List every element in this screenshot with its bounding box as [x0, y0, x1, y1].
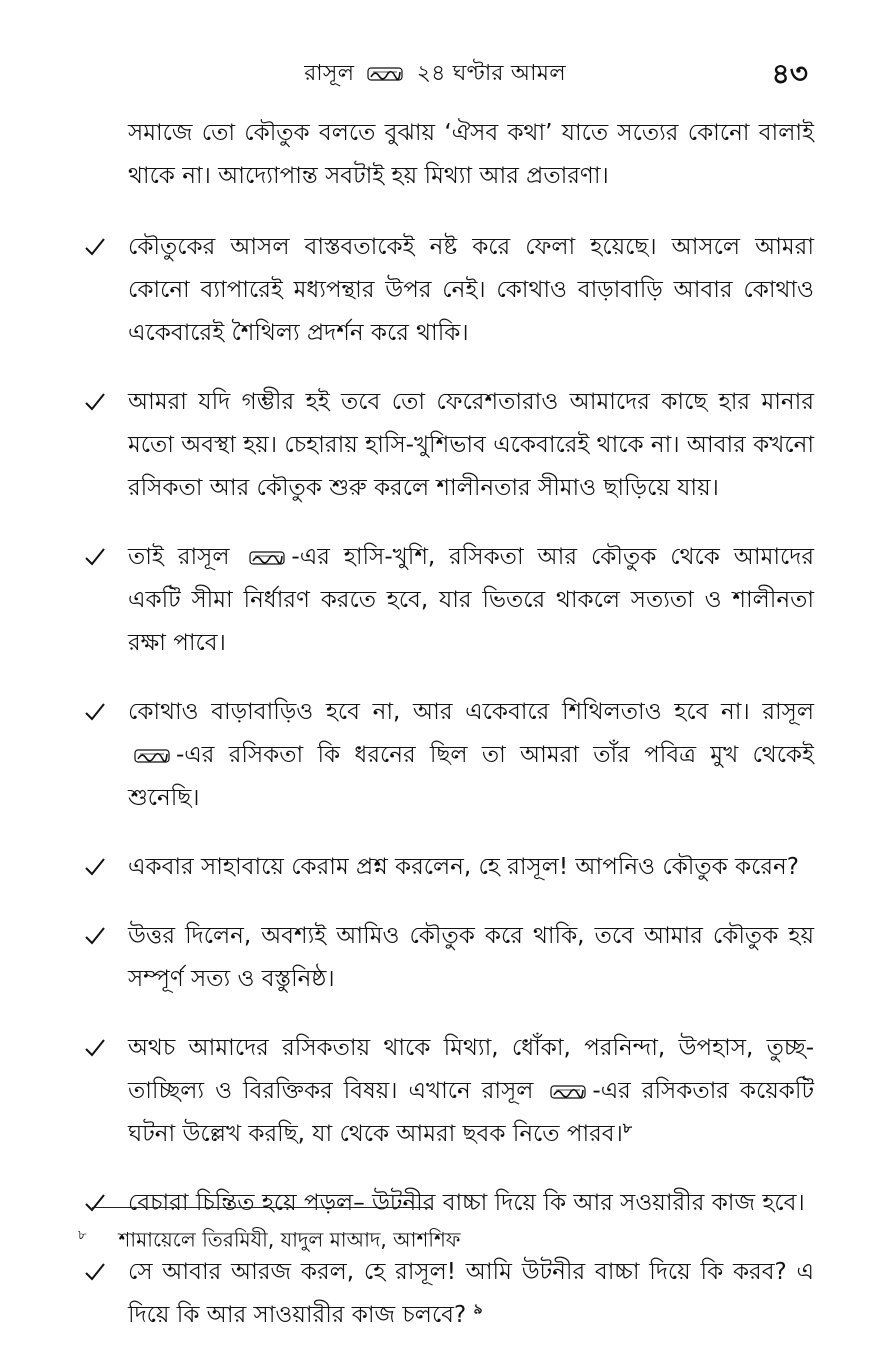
- running-title-prefix: রাসূল: [304, 61, 355, 86]
- checklist-item: [84, 1182, 814, 1225]
- page-number: ৪৩: [771, 57, 808, 90]
- item-text-continued: -এর হাসি-খুশি, রসিকতা আর কৌতুক থেকে আমাদের একটি সীমা নির্ধারণ করতে হবে, যার ভিতরে থাকলে সত্যতা ও শালীনতা রক্ষা পাবে।: [128, 544, 814, 656]
- item-text: উত্তর দিলেন, অবশ্যই আমিও কৌতুক করে থাকি, তবে আমার কৌতুক হয় সম্পূর্ণ সত্য ও বস্তুনিষ্ঠ।: [128, 923, 814, 992]
- checklist-item: [84, 226, 814, 355]
- checkmark-icon: [84, 1182, 114, 1225]
- item-text: একবার সাহাবায়ে কেরাম প্রশ্ন করলেন, হে রাসূল! আপনিও কৌতুক করেন?: [128, 854, 799, 880]
- running-header: [0, 50, 870, 90]
- footnote-number: ৮: [78, 1228, 87, 1243]
- checkmark-icon: [84, 1027, 114, 1070]
- footnote: [78, 1222, 778, 1254]
- checklist-item: [84, 1251, 814, 1337]
- footnote-text: শামায়েলে তিরমিযী, যাদুল মাআদ, আশশিফ: [118, 1227, 461, 1252]
- page-body: [84, 112, 814, 1363]
- checklist-item: [84, 536, 814, 665]
- checklist-item: [84, 691, 814, 820]
- item-text: তাই রাসূল: [128, 544, 244, 570]
- item-text-continued: -এর রসিকতার কয়েকটি ঘটনা উল্লেখ করছি, যা থেকে আমরা ছবক নিতে পারব।: [128, 1078, 814, 1147]
- footnote-reference[interactable]: ৯: [473, 1301, 483, 1318]
- item-text: আমরা যদি গম্ভীর হই তবে তো ফেরেশতারাও আমাদের কাছে হার মানার মতো অবস্থা হয়। চেহারায় হাসি-খুশিভাব একেবারেই থাকে না। আবার কখনো রসিকতা আর কৌতুক শুরু করলে শালীনতার সীমাও ছাড়িয়ে যায়।: [128, 389, 814, 501]
- checklist-item: [84, 915, 814, 1001]
- footnote-divider: [92, 1207, 430, 1208]
- checklist-item: [84, 846, 814, 889]
- checklist-item: [84, 381, 814, 510]
- checkmark-icon: [84, 915, 114, 958]
- item-text: অথচ আমাদের রসিকতায় থাকে মিথ্যা, ধোঁকা, পরনিন্দা, উপহাস, তুচ্ছ-তাচ্ছিল্য ও বিরক্তিকর বিষয়। এখানে রাসূল: [128, 1035, 814, 1104]
- item-text: বেচারা চিন্তিত হয়ে পড়ল– উটনীর বাচ্চা দিয়ে কি আর সওয়ারীর কাজ হবে।: [128, 1190, 805, 1216]
- item-text: সে আবার আরজ করল, হে রাসূল! আমি উটনীর বাচ্চা দিয়ে কি করব? এ দিয়ে কি আর সাওয়ারীর কাজ চলবে?: [128, 1259, 814, 1328]
- running-title-suffix: ২৪ ঘণ্টার আমল: [416, 61, 566, 86]
- item-text: কৌতুকের আসল বাস্তবতাকেই নষ্ট করে ফেলা হয়েছে। আসলে আমরা কোনো ব্যাপারেই মধ্যপন্থার উপর নেই। কোথাও বাড়াবাড়ি আবার কোথাও একেবারেই শৈথিল্য প্রদর্শন করে থাকি।: [128, 234, 814, 346]
- salutation-calligraphy-icon: [367, 66, 403, 82]
- footnote-reference[interactable]: ৮: [622, 1120, 632, 1137]
- salutation-calligraphy-icon: [550, 1084, 586, 1100]
- item-text: কোথাও বাড়াবাড়িও হবে না, আর একেবারে শিথিলতাও হবে না। রাসূল: [128, 699, 814, 725]
- checkmark-icon: [84, 1251, 114, 1294]
- checklist-item: [84, 1027, 814, 1156]
- running-title: [0, 56, 870, 93]
- item-text-continued: -এর রসিকতা কি ধরনের ছিল তা আমরা তাঁর পবিত্র মুখ থেকেই শুনেছি।: [128, 742, 814, 811]
- checkmark-icon: [84, 226, 114, 269]
- salutation-calligraphy-icon: [134, 748, 170, 764]
- checkmark-icon: [84, 381, 114, 424]
- checkmark-icon: [84, 691, 114, 734]
- checkmark-icon: [84, 536, 114, 579]
- salutation-calligraphy-icon: [249, 550, 285, 566]
- checkmark-icon: [84, 846, 114, 889]
- lead-paragraph: সমাজে তো কৌতুক বলতে বুঝায় ‘ঐসব কথা’ যাতে সত্যের কোনো বালাই থাকে না। আদ্যোপান্ত সবটাই হয় মিথ্যা আর প্রতারণা।: [128, 120, 814, 189]
